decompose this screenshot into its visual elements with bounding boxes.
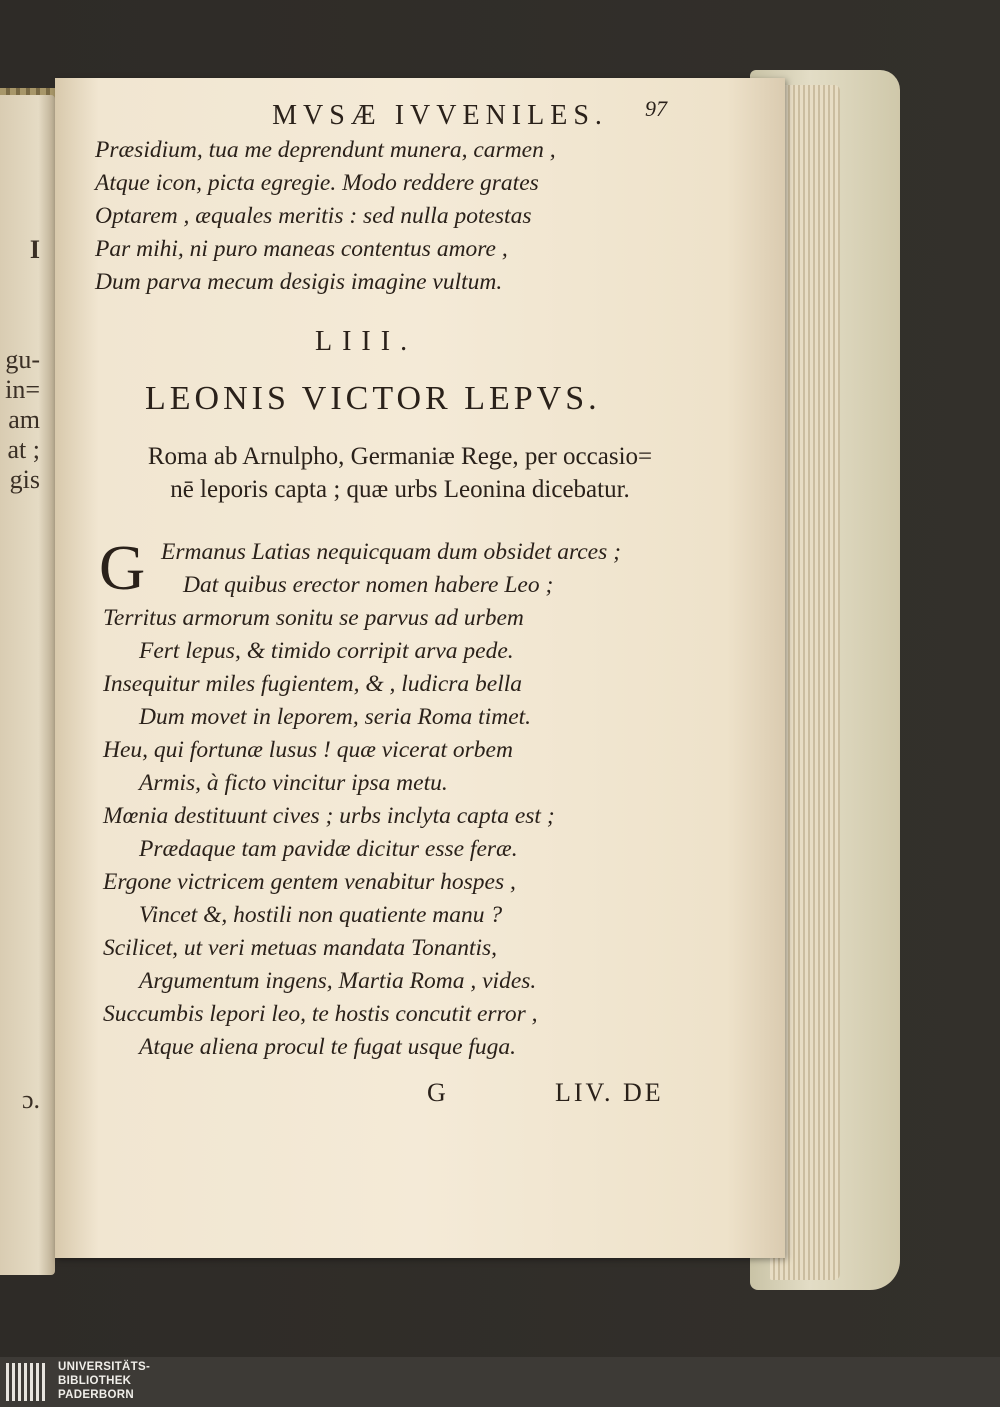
poem-line: Ermanus Latias nequicquam dum obsidet arces ; [161, 539, 621, 565]
poem-line: Vincet &, hostili non quatiente manu ? [139, 902, 503, 928]
poem-line: Prædaque tam pavidæ dicitur esse feræ. [139, 836, 518, 862]
signature-mark: G [427, 1078, 449, 1107]
logo-line: UNIVERSITÄTS- [58, 1361, 151, 1373]
running-head: MVSÆ IVVENILES. [272, 100, 608, 131]
poem-line: Dum movet in leporem, seria Roma timet. [139, 704, 532, 730]
poem-line: Scilicet, ut veri metuas mandata Tonantis, [103, 935, 498, 961]
library-logo-text [58, 1360, 150, 1402]
poem-line: Succumbis lepori leo, te hostis concutit error , [103, 1001, 538, 1027]
verse-line: Par mihi, ni puro maneas contentus amore , [95, 236, 508, 262]
poem-line: Armis, à ficto vincitur ipsa metu. [139, 770, 448, 796]
poem-line: Atque aliena procul te fugat usque fuga. [139, 1034, 517, 1060]
verse-line: Dum parva mecum desigis imagine vultum. [95, 269, 503, 295]
poem-argument [100, 440, 700, 506]
logo-line: PADERBORN [58, 1389, 134, 1401]
book-page [55, 78, 785, 1258]
poem-body [103, 536, 621, 1064]
left-fragment: am [8, 405, 40, 434]
top-verses [95, 134, 556, 299]
catchword: LIV. DE [555, 1078, 664, 1107]
library-logo-icon [6, 1363, 51, 1401]
left-fragment: ɔ. [21, 1085, 40, 1114]
poem-line: Mœnia destituunt cives ; urbs inclyta capta est ; [103, 803, 555, 829]
argument-line: Roma ab Arnulpho, Germaniæ Rege, per occasio= [147, 443, 653, 470]
verse-line: Atque icon, picta egregie. Modo reddere grates [95, 170, 539, 196]
poem-line: Ergone victricem gentem venabitur hospes , [103, 869, 516, 895]
poem-line: Argumentum ingens, Martia Roma , vides. [139, 968, 537, 994]
left-fragment: at ; [7, 435, 40, 464]
left-facing-page [0, 95, 55, 1275]
left-fragment: gis [9, 465, 40, 494]
poem-line: Insequitur miles fugientem, & , ludicra bella [103, 671, 523, 697]
poem-line: Heu, qui fortunæ lusus ! quæ vicerat orbem [103, 737, 513, 763]
verse-line: Optarem , æquales meritis : sed nulla potestas [95, 203, 532, 229]
left-fragment: in= [5, 375, 40, 404]
poem-line: Territus armorum sonitu se parvus ad urbem [103, 605, 524, 631]
verse-line: Præsidium, tua me deprendunt munera, carmen , [95, 137, 556, 163]
logo-line: BIBLIOTHEK [58, 1375, 132, 1387]
library-footer [0, 1357, 1000, 1407]
poem-title: LEONIS VICTOR LEPVS. [145, 380, 601, 417]
section-number: LIII. [315, 326, 418, 357]
left-fragment: I [29, 235, 40, 264]
argument-line: nē leporis capta ; quæ urbs Leonina dicebatur. [170, 476, 630, 503]
drop-cap: G [99, 532, 146, 603]
poem-line: Fert lepus, & timido corripit arva pede. [139, 638, 514, 664]
page-number: 97 [645, 96, 667, 121]
left-fragment: gu- [5, 345, 40, 374]
poem-line: Dat quibus erector nomen habere Leo ; [183, 572, 554, 598]
